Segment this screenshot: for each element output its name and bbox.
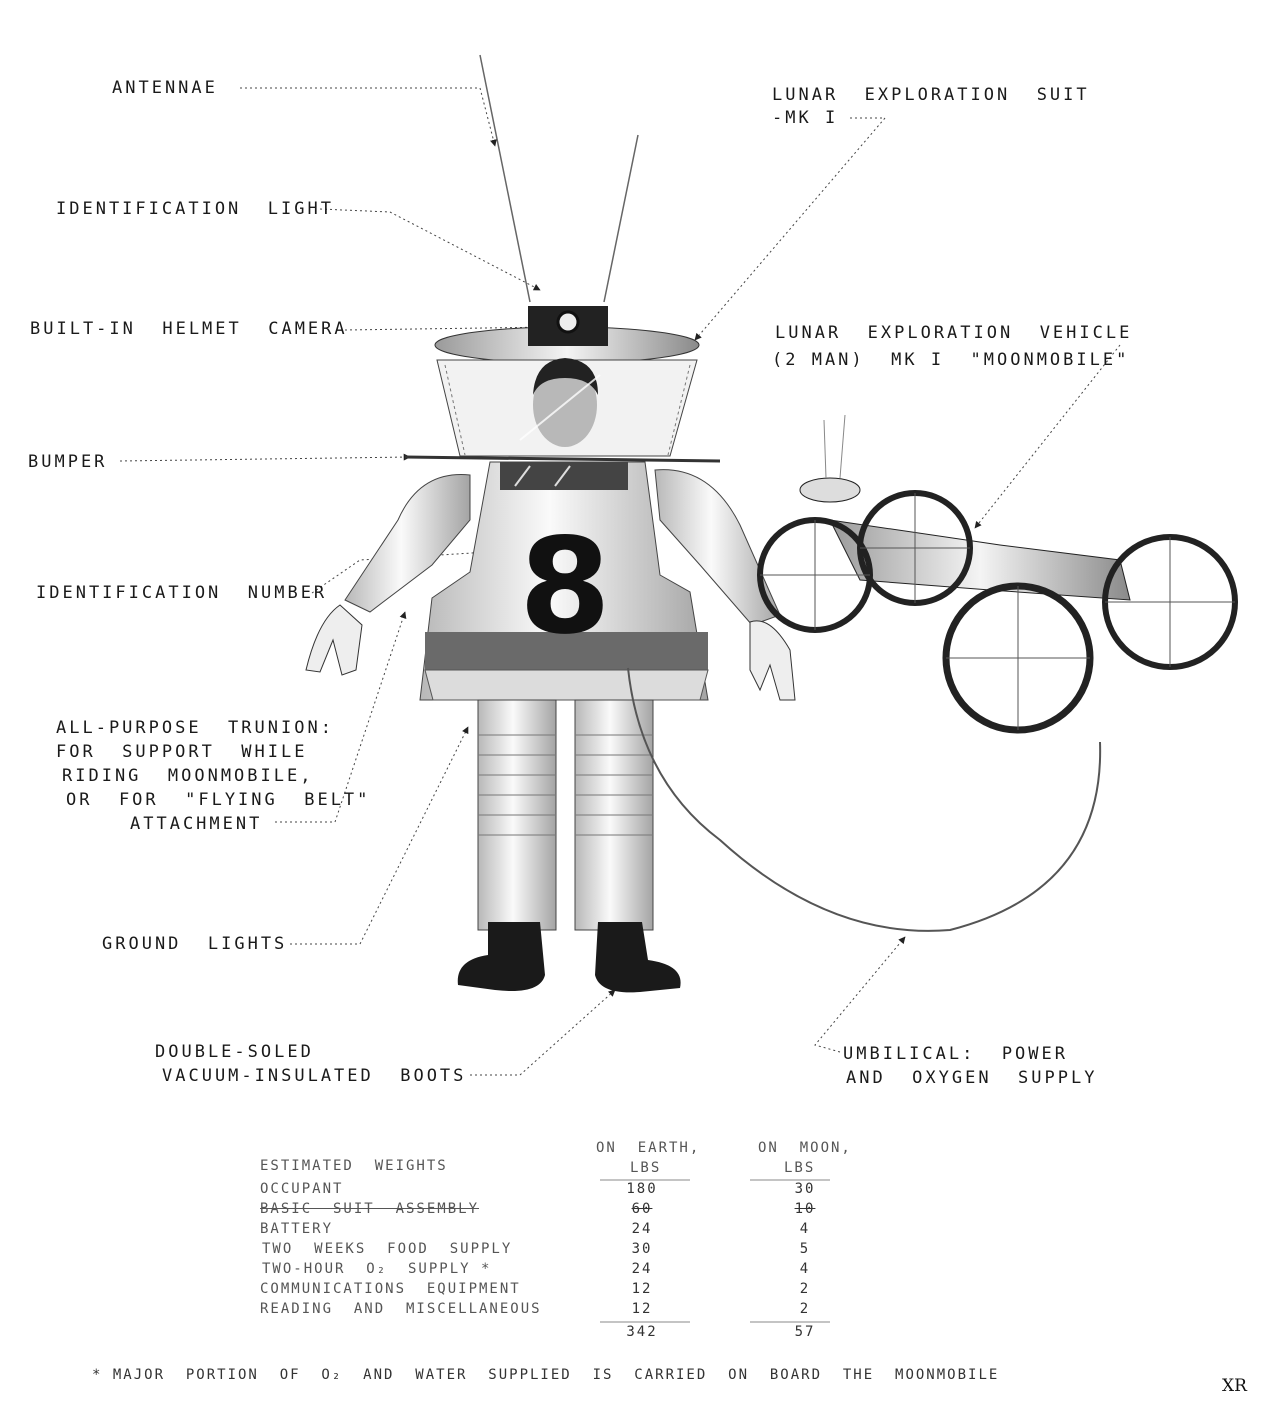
label-suit-2: -MK I (772, 108, 839, 128)
table-header-label: ESTIMATED WEIGHTS (260, 1158, 448, 1174)
row-moon: 2 (799, 1281, 811, 1297)
label-trunion-5: ATTACHMENT (130, 814, 263, 834)
row-earth: 12 (631, 1281, 653, 1297)
row-item: TWO WEEKS FOOD SUPPLY (262, 1241, 513, 1257)
total-earth: 342 (626, 1324, 658, 1340)
label-trunion-3: RIDING MOONMOBILE, (62, 766, 314, 786)
row-item: COMMUNICATIONS EQUIPMENT (260, 1281, 521, 1297)
label-identification-light: IDENTIFICATION LIGHT (56, 199, 334, 219)
label-vehicle-1: LUNAR EXPLORATION VEHICLE (775, 323, 1133, 343)
label-boots-2: VACUUM-INSULATED BOOTS (162, 1066, 467, 1086)
col-earth-header-2: LBS (630, 1160, 662, 1176)
label-helmet-camera: BUILT-IN HELMET CAMERA (30, 319, 348, 339)
row-moon: 2 (799, 1301, 811, 1317)
row-moon: 5 (799, 1241, 811, 1257)
col-earth-header-1: ON EARTH, (596, 1140, 701, 1156)
col-moon-header-2: LBS (784, 1160, 816, 1176)
row-earth: 30 (631, 1241, 653, 1257)
row-earth: 24 (631, 1261, 653, 1277)
suit-number: 8 (519, 510, 611, 664)
row-item: TWO-HOUR O₂ SUPPLY * (262, 1261, 492, 1277)
label-ground-lights: GROUND LIGHTS (102, 934, 288, 954)
label-vehicle-2: (2 MAN) MK I "MOONMOBILE" (772, 350, 1130, 370)
row-item-struck: BASIC SUIT ASSEMBLY (260, 1201, 480, 1217)
row-earth: 12 (631, 1301, 653, 1317)
label-identification-number: IDENTIFICATION NUMBER (36, 583, 328, 603)
label-trunion-1: ALL-PURPOSE TRUNION: (56, 718, 334, 738)
label-umbilical-2: AND OXYGEN SUPPLY (846, 1068, 1098, 1088)
row-moon: 4 (799, 1261, 811, 1277)
label-trunion-4: OR FOR "FLYING BELT" (66, 790, 371, 810)
footnote: * MAJOR PORTION OF O₂ AND WATER SUPPLIED IS CARRIED ON BOARD THE MOONMOBILE (92, 1367, 1000, 1383)
label-suit-1: LUNAR EXPLORATION SUIT (772, 85, 1090, 105)
total-moon: 57 (794, 1324, 816, 1340)
watermark: XR (1222, 1376, 1247, 1396)
row-earth: 180 (626, 1181, 658, 1197)
row-moon: 4 (799, 1221, 811, 1237)
row-earth: 24 (631, 1221, 653, 1237)
label-antennae: ANTENNAE (112, 78, 218, 98)
row-item: BATTERY (260, 1221, 334, 1237)
label-bumper: BUMPER (28, 452, 108, 472)
col-moon-header-1: ON MOON, (758, 1140, 852, 1156)
row-earth-struck: 60 (631, 1201, 653, 1217)
row-moon: 30 (794, 1181, 816, 1197)
row-item: READING AND MISCELLANEOUS (260, 1301, 542, 1317)
label-boots-1: DOUBLE-SOLED (155, 1042, 314, 1062)
label-trunion-2: FOR SUPPORT WHILE (56, 742, 308, 762)
row-item: OCCUPANT (260, 1181, 344, 1197)
row-moon-struck: 10 (794, 1201, 816, 1217)
label-umbilical-1: UMBILICAL: POWER (843, 1044, 1068, 1064)
